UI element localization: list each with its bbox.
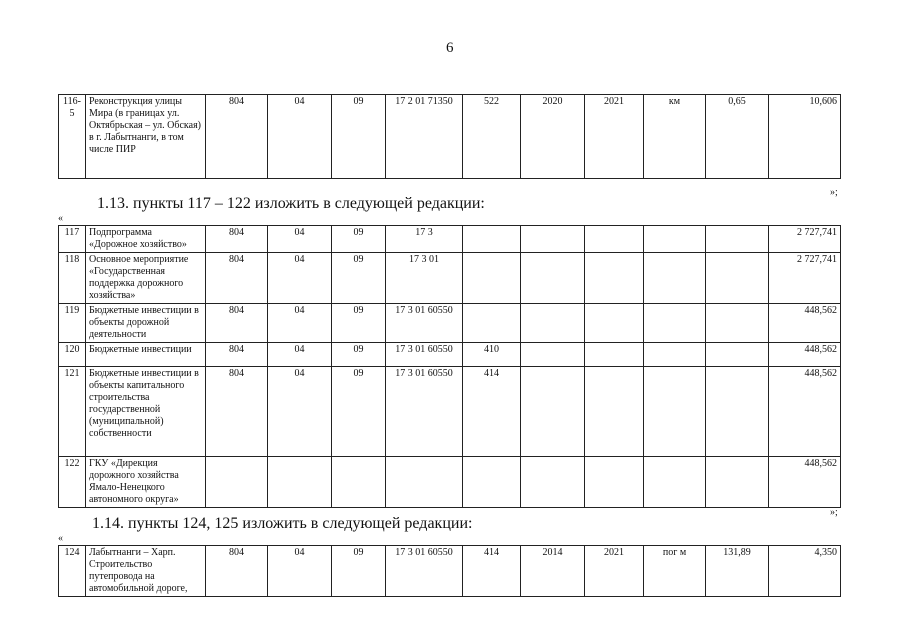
table-cell bbox=[644, 253, 706, 304]
opening-quote-mark: « bbox=[58, 213, 63, 224]
table-cell bbox=[706, 457, 769, 508]
table-cell: 2020 bbox=[521, 95, 585, 179]
table-cell bbox=[706, 226, 769, 253]
row-name-cell: Бюджетные инвестиции в объекты капитального строительства государственной (муниципальной) собственности bbox=[86, 367, 206, 457]
table-cell: км bbox=[644, 95, 706, 179]
row-number-cell: 117 bbox=[59, 226, 86, 253]
row-number-cell: 121 bbox=[59, 367, 86, 457]
table-cell: 04 bbox=[268, 253, 332, 304]
table-cell bbox=[644, 343, 706, 367]
table-cell: 09 bbox=[332, 367, 386, 457]
table-cell bbox=[585, 367, 644, 457]
table-cell bbox=[644, 226, 706, 253]
table-cell: 804 bbox=[206, 304, 268, 343]
page-number: 6 bbox=[446, 40, 454, 56]
table-cell bbox=[206, 457, 268, 508]
table-116-5 bbox=[58, 94, 841, 179]
table-cell: 09 bbox=[332, 546, 386, 597]
table-cell: 2 727,741 bbox=[769, 226, 841, 253]
table-cell: 04 bbox=[268, 343, 332, 367]
table-cell: 410 bbox=[463, 343, 521, 367]
table-cell: 0,65 bbox=[706, 95, 769, 179]
table-cell bbox=[463, 226, 521, 253]
table-cell: 804 bbox=[206, 95, 268, 179]
closing-quote-mark: »; bbox=[830, 187, 838, 198]
row-name-cell: Подпрограмма «Дорожное хозяйство» bbox=[86, 226, 206, 253]
table-cell bbox=[463, 304, 521, 343]
section-heading-1-14: 1.14. пункты 124, 125 изложить в следующей редакции: bbox=[92, 515, 473, 532]
table-117-122 bbox=[58, 225, 841, 508]
table-row bbox=[59, 226, 841, 253]
row-number-cell: 119 bbox=[59, 304, 86, 343]
row-number-cell: 118 bbox=[59, 253, 86, 304]
row-name-cell: Основное мероприятие «Государственная поддержка дорожного хозяйства» bbox=[86, 253, 206, 304]
table-cell: 09 bbox=[332, 343, 386, 367]
table-cell: 448,562 bbox=[769, 367, 841, 457]
table-cell bbox=[585, 343, 644, 367]
table-row bbox=[59, 304, 841, 343]
row-number-cell: 124 bbox=[59, 546, 86, 597]
table-cell: 17 3 bbox=[386, 226, 463, 253]
row-name-cell: Бюджетные инвестиции bbox=[86, 343, 206, 367]
table-row bbox=[59, 546, 841, 597]
table-cell: 2021 bbox=[585, 546, 644, 597]
table-row bbox=[59, 457, 841, 508]
table-cell bbox=[585, 226, 644, 253]
table-cell bbox=[585, 253, 644, 304]
table-cell: 17 2 01 71350 bbox=[386, 95, 463, 179]
table-cell: 448,562 bbox=[769, 457, 841, 508]
table-cell: 131,89 bbox=[706, 546, 769, 597]
table-row bbox=[59, 343, 841, 367]
table-cell bbox=[585, 304, 644, 343]
row-number-cell: 120 bbox=[59, 343, 86, 367]
table-cell: 414 bbox=[463, 367, 521, 457]
table-cell bbox=[521, 226, 585, 253]
row-name-cell: Бюджетные инвестиции в объекты дорожной деятельности bbox=[86, 304, 206, 343]
table-cell: 414 bbox=[463, 546, 521, 597]
table-cell bbox=[644, 457, 706, 508]
row-name-cell: ГКУ «Дирекция дорожного хозяйства Ямало-Ненецкого автономного округа» bbox=[86, 457, 206, 508]
table-cell bbox=[332, 457, 386, 508]
table-cell: 804 bbox=[206, 367, 268, 457]
table-cell: 804 bbox=[206, 546, 268, 597]
table-cell bbox=[521, 343, 585, 367]
table-cell: 804 bbox=[206, 253, 268, 304]
table-cell: 17 3 01 60550 bbox=[386, 304, 463, 343]
table-cell bbox=[644, 367, 706, 457]
table-cell: 04 bbox=[268, 367, 332, 457]
table-cell bbox=[521, 457, 585, 508]
closing-quote-mark: »; bbox=[830, 507, 838, 518]
table-row bbox=[59, 95, 841, 179]
table-cell bbox=[521, 253, 585, 304]
table-cell: 448,562 bbox=[769, 304, 841, 343]
table-cell: 17 3 01 bbox=[386, 253, 463, 304]
table-cell bbox=[463, 457, 521, 508]
table-cell bbox=[706, 343, 769, 367]
table-cell: 804 bbox=[206, 343, 268, 367]
table-cell: 2021 bbox=[585, 95, 644, 179]
table-124 bbox=[58, 545, 841, 597]
section-heading-1-13: 1.13. пункты 117 – 122 изложить в следующей редакции: bbox=[97, 195, 485, 212]
table-cell: 2014 bbox=[521, 546, 585, 597]
table-cell: 04 bbox=[268, 304, 332, 343]
row-name-cell: Лабытнанги – Харп. Строительство путепровода на автомобильной дороге, bbox=[86, 546, 206, 597]
table-cell: 2 727,741 bbox=[769, 253, 841, 304]
table-cell: 4,350 bbox=[769, 546, 841, 597]
table-cell: 04 bbox=[268, 226, 332, 253]
table-cell bbox=[585, 457, 644, 508]
table-cell: 04 bbox=[268, 95, 332, 179]
table-cell bbox=[521, 304, 585, 343]
table-cell: 448,562 bbox=[769, 343, 841, 367]
row-name-cell: Реконструкция улицы Мира (в границах ул. Октябрьская – ул. Обская) в г. Лабытнанги, в том числе ПИР bbox=[86, 95, 206, 179]
table-row bbox=[59, 253, 841, 304]
table-cell bbox=[463, 253, 521, 304]
table-cell: 09 bbox=[332, 95, 386, 179]
table-row bbox=[59, 367, 841, 457]
table-cell bbox=[386, 457, 463, 508]
table-cell: 522 bbox=[463, 95, 521, 179]
table-cell: пог м bbox=[644, 546, 706, 597]
table-cell bbox=[268, 457, 332, 508]
table-cell: 09 bbox=[332, 304, 386, 343]
table-cell bbox=[706, 253, 769, 304]
opening-quote-mark: « bbox=[58, 533, 63, 544]
table-cell bbox=[521, 367, 585, 457]
table-cell bbox=[644, 304, 706, 343]
table-cell: 804 bbox=[206, 226, 268, 253]
table-cell: 09 bbox=[332, 226, 386, 253]
table-cell bbox=[706, 304, 769, 343]
table-cell: 17 3 01 60550 bbox=[386, 367, 463, 457]
table-cell: 17 3 01 60550 bbox=[386, 546, 463, 597]
table-cell: 04 bbox=[268, 546, 332, 597]
table-cell: 10,606 bbox=[769, 95, 841, 179]
row-number-cell: 122 bbox=[59, 457, 86, 508]
table-cell: 17 3 01 60550 bbox=[386, 343, 463, 367]
table-cell: 09 bbox=[332, 253, 386, 304]
table-cell bbox=[706, 367, 769, 457]
row-number-cell: 116-5 bbox=[59, 95, 86, 179]
